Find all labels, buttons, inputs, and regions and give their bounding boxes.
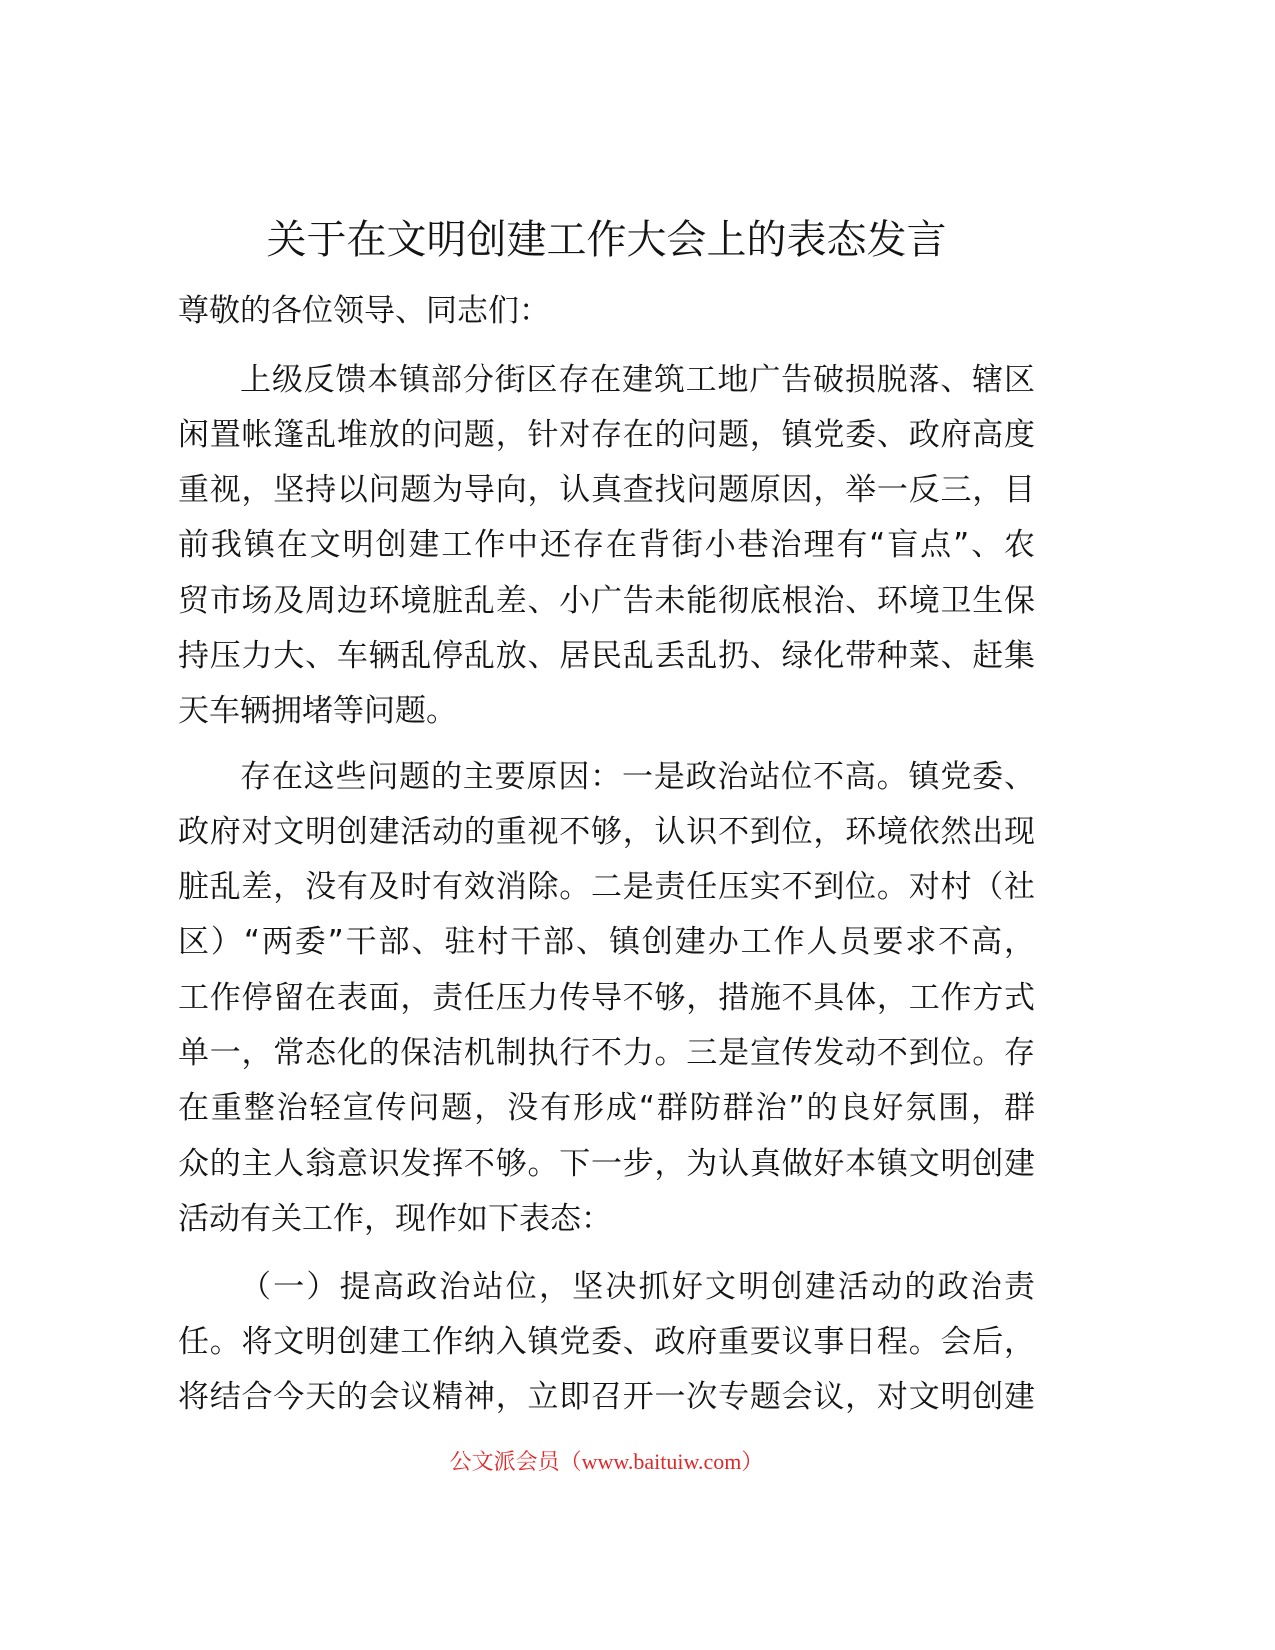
paragraph bbox=[178, 750, 1035, 1248]
paragraph-line: 工作停留在表面，责任压力传导不够，措施不具体，工作方式 bbox=[178, 979, 1035, 1016]
paragraph-line: 前我镇在文明创建工作中还存在背街小巷治理有“盲点”、农 bbox=[178, 527, 1035, 564]
document-title: 关于在文明创建工作大会上的表态发言 bbox=[266, 217, 947, 263]
paragraph-line: 上级反馈本镇部分街区存在建筑工地广告破损脱落、辖区 bbox=[240, 361, 1035, 398]
paragraph-line: （一）提高政治站位，坚决抓好文明创建活动的政治责 bbox=[240, 1268, 1035, 1305]
paragraph-line: 政府对文明创建活动的重视不够，认识不到位，环境依然出现 bbox=[178, 813, 1035, 850]
paragraph-line: 闲置帐篷乱堆放的问题，针对存在的问题，镇党委、政府高度 bbox=[178, 416, 1035, 453]
paragraph-line: 区）“两委”干部、驻村干部、镇创建办工作人员要求不高， bbox=[178, 924, 1035, 961]
paragraph-line: 在重整治轻宣传问题，没有形成“群防群治”的良好氛围，群 bbox=[178, 1090, 1035, 1127]
paragraph-line: 任。将文明创建工作纳入镇党委、政府重要议事日程。会后， bbox=[178, 1323, 1035, 1360]
paragraph-line: 脏乱差，没有及时有效消除。二是责任压实不到位。对村（社 bbox=[178, 869, 1035, 906]
paragraph-line: 将结合今天的会议精神，立即召开一次专题会议，对文明创建 bbox=[178, 1379, 1035, 1416]
paragraph-line: 单一，常态化的保洁机制执行不力。三是宣传发动不到位。存 bbox=[178, 1034, 1035, 1071]
footer-watermark: 公文派会员（www.baituiw.com） bbox=[449, 1449, 764, 1474]
paragraph-line: 重视，坚持以问题为导向，认真查找问题原因，举一反三，目 bbox=[178, 472, 1035, 509]
paragraph-line: 贸市场及周边环境脏乱差、小广告未能彻底根治、环境卫生保 bbox=[178, 582, 1035, 619]
paragraph-line: 众的主人翁意识发挥不够。下一步，为认真做好本镇文明创建 bbox=[178, 1145, 1035, 1182]
paragraph-line: 天车辆拥堵等问题。 bbox=[178, 693, 457, 730]
salutation: 尊敬的各位领导、同志们： bbox=[178, 293, 550, 329]
paragraph-line: 存在这些问题的主要原因：一是政治站位不高。镇党委、 bbox=[240, 758, 1035, 795]
paragraph-line: 持压力大、车辆乱停乱放、居民乱丢乱扔、绿化带种菜、赶集 bbox=[178, 637, 1035, 674]
paragraph bbox=[178, 1260, 1035, 1426]
paragraph bbox=[178, 353, 1035, 740]
paragraph-line: 活动有关工作，现作如下表态： bbox=[178, 1200, 612, 1237]
